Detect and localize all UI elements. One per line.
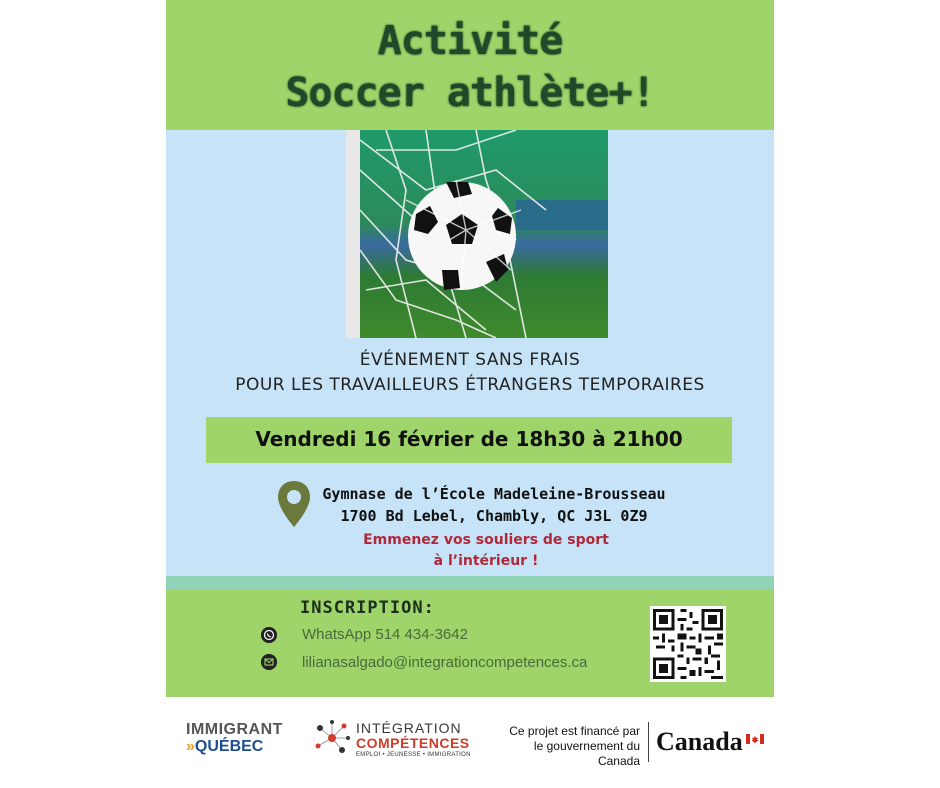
event-subtitle-line1: ÉVÉNEMENT SANS FRAIS [359, 350, 581, 370]
logo-divider [648, 722, 649, 762]
canada-wordmark: Canada [656, 727, 743, 756]
canada-flag-icon [746, 729, 764, 739]
funding-line2: le gouvernement du Canada [533, 739, 640, 768]
shoes-note-line1: Emmenez vos souliers de sport [363, 532, 609, 548]
qr-code[interactable] [650, 606, 726, 682]
venue-name: Gymnase de l’École Madeleine-Brousseau [322, 485, 666, 503]
network-logo-icon [312, 718, 352, 758]
email-contact[interactable]: lilianasalgado@integrationcompetences.ca [302, 654, 588, 671]
location-pin-icon [276, 480, 312, 528]
poster-title-line2: Soccer athlète+! [285, 70, 655, 116]
immigrant-logo-bottom [186, 738, 283, 756]
ic-name-line1: INTÉGRATION [356, 720, 462, 736]
registration-heading: INSCRIPTION: [300, 598, 435, 618]
quebec-label: QUÉBEC [194, 738, 264, 755]
shoes-note-line2: à l’intérieur ! [433, 553, 539, 569]
ic-tagline: EMPLOI • JEUNESSE • IMMIGRATION [356, 752, 471, 758]
whatsapp-icon [261, 627, 277, 643]
event-subtitle-line2: POUR LES TRAVAILLEURS ÉTRANGERS TEMPORAIRES [235, 375, 705, 395]
funding-statement [490, 724, 640, 769]
divider-strip [166, 576, 774, 590]
event-date-banner: Vendredi 16 février de 18h30 à 21h00 [206, 417, 732, 463]
funding-line1: Ce projet est financé par [509, 724, 640, 738]
whatsapp-contact[interactable]: WhatsApp 514 434-3642 [302, 626, 468, 643]
event-poster [166, 0, 774, 697]
venue-address: 1700 Bd Lebel, Chambly, QC J3L 0Z9 [340, 507, 648, 525]
immigrant-quebec-logo [186, 721, 283, 756]
chevron-icon: » [186, 738, 195, 755]
integration-competences-logo [312, 718, 472, 762]
poster-title-line1: Activité [377, 18, 563, 64]
ic-name-line2: COMPÉTENCES [356, 735, 470, 751]
email-icon [261, 654, 277, 670]
poster-header [166, 0, 774, 130]
immigrant-logo-top: IMMIGRANT [186, 721, 283, 738]
soccer-ball-photo [346, 130, 608, 338]
